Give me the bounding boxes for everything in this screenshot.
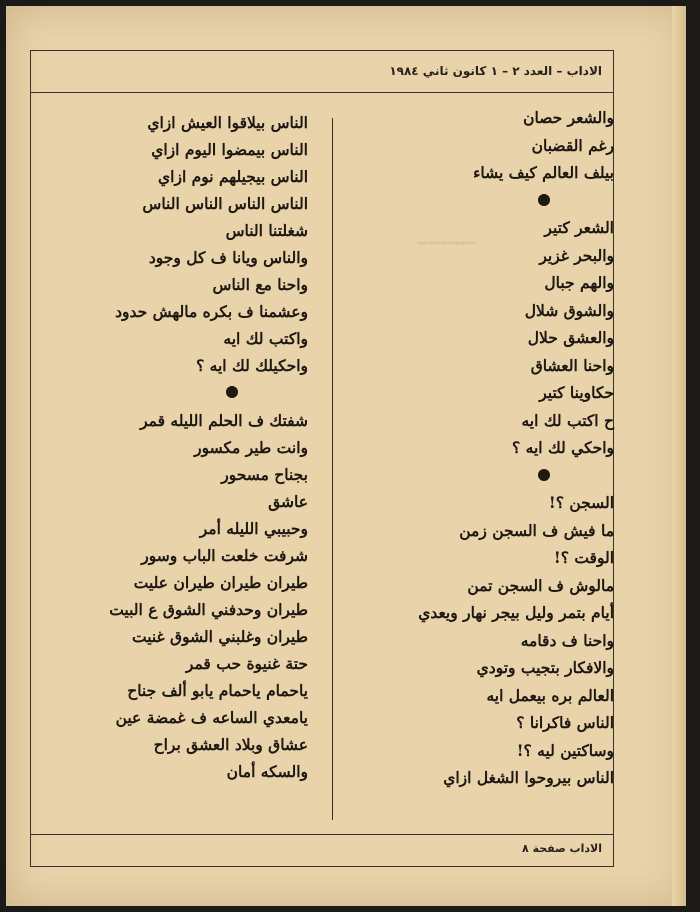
poem-column-right: [364, 104, 614, 792]
poem-line: والهم جبال: [544, 273, 614, 292]
poem-line: طيران طيران طيران عليت: [133, 572, 308, 592]
poem-line: الناس بيروحوا الشغل ازاي: [443, 768, 614, 787]
poem-line: وانت طير مكسور: [194, 437, 308, 457]
stanza-separator-dot: [364, 462, 614, 490]
magazine-page: [6, 6, 686, 906]
poem-line: واكتب لك ايه: [223, 329, 308, 348]
poem-line: والشعر حصان: [523, 108, 614, 127]
footer-rule: [30, 834, 614, 835]
poem-line: الناس بيمضوا اليوم ازاي: [151, 140, 308, 159]
poem-line: واحكي لك ايه ؟: [512, 438, 614, 457]
poem-line: العالم بره بيعمل ايه: [486, 685, 614, 705]
poem-line: الناس الناس الناس الناس: [142, 194, 308, 213]
poem-line: وعشمنا ف بكره مالهش حدود: [115, 302, 308, 321]
poem-line: والافكار بتجيب وتودي: [476, 658, 614, 677]
poem-line: رغم القضبان: [531, 135, 614, 155]
page-edge-shadow: [672, 6, 686, 906]
header-rule: [30, 92, 614, 93]
poem-line: السجن ؟!: [548, 493, 614, 512]
poem-line: الناس بيجيلهم نوم ازاي: [158, 167, 308, 186]
poem-line: طيران وغلبني الشوق غنيت: [131, 626, 308, 646]
column-divider: [332, 118, 333, 820]
poem-line: وساكتين ليه ؟!: [516, 740, 614, 760]
poem-line: الناس فاكرانا ؟: [516, 713, 614, 732]
poem-line: الناس بيلاقوا العيش ازاي: [147, 113, 308, 132]
poem-line: ح اكتب لك ايه: [521, 410, 614, 430]
poem-line: شرفت خلعت الباب وسور: [141, 545, 308, 565]
page-footer: الاداب صفحة ٨: [522, 842, 602, 855]
poem-line: يامعدي الساعه ف غمضة عين: [115, 707, 308, 727]
poem-line: والبحر غزير: [539, 245, 614, 265]
poem-line: وحبيبي الليله أمر: [199, 518, 308, 538]
poem-line: والشوق شلال: [524, 300, 614, 320]
poem-line: واحنا مع الناس: [212, 275, 308, 294]
poem-line: حتة غنيوة حب قمر: [185, 653, 308, 673]
poem-line: والعشق حلال: [527, 328, 614, 347]
stanza-separator-dot: [364, 187, 614, 215]
poem-line: حكاوينا كتير: [539, 383, 614, 402]
running-header: الاداب – العدد ٢ – ١ كانون ثاني ١٩٨٤: [389, 64, 602, 78]
poem-line: واحنا العشاق: [530, 355, 614, 375]
poem-line: الشعر كتير: [544, 218, 614, 237]
poem-line: طيران وحدفني الشوق ع البيت: [109, 599, 308, 619]
poem-line: ياحمام ياحمام يابو ألف جناح: [127, 680, 308, 700]
poem-line: شغلتنا الناس: [225, 221, 308, 240]
poem-line: والسكه أمان: [226, 761, 308, 781]
poem-line: شفتك ف الحلم الليله قمر: [140, 410, 308, 430]
poem-line: بجناح مسحور: [221, 464, 308, 484]
poem-line: والناس ويانا ف كل وجود: [148, 248, 308, 267]
poem-line: الوقت ؟!: [553, 548, 614, 567]
poem-column-left: [38, 109, 308, 785]
poem-line: عاشق: [268, 491, 308, 511]
poem-line: عشاق وبلاد العشق براح: [153, 734, 308, 754]
poem-line: ما فيش ف السجن زمن: [459, 520, 614, 540]
poem-line: بيلف العالم كيف يشاء: [473, 163, 614, 182]
poem-line: واحكيلك لك ايه ؟: [196, 356, 308, 375]
stanza-separator-dot: [38, 379, 308, 407]
poem-line: أيام بتمر وليل بيجر نهار ويعدي: [418, 603, 614, 622]
bleed-through-ghost: ـــــــــ: [417, 224, 476, 250]
poem-line: واحنا ف دقامه: [520, 630, 614, 650]
poem-line: مالوش ف السجن تمن: [467, 575, 614, 595]
